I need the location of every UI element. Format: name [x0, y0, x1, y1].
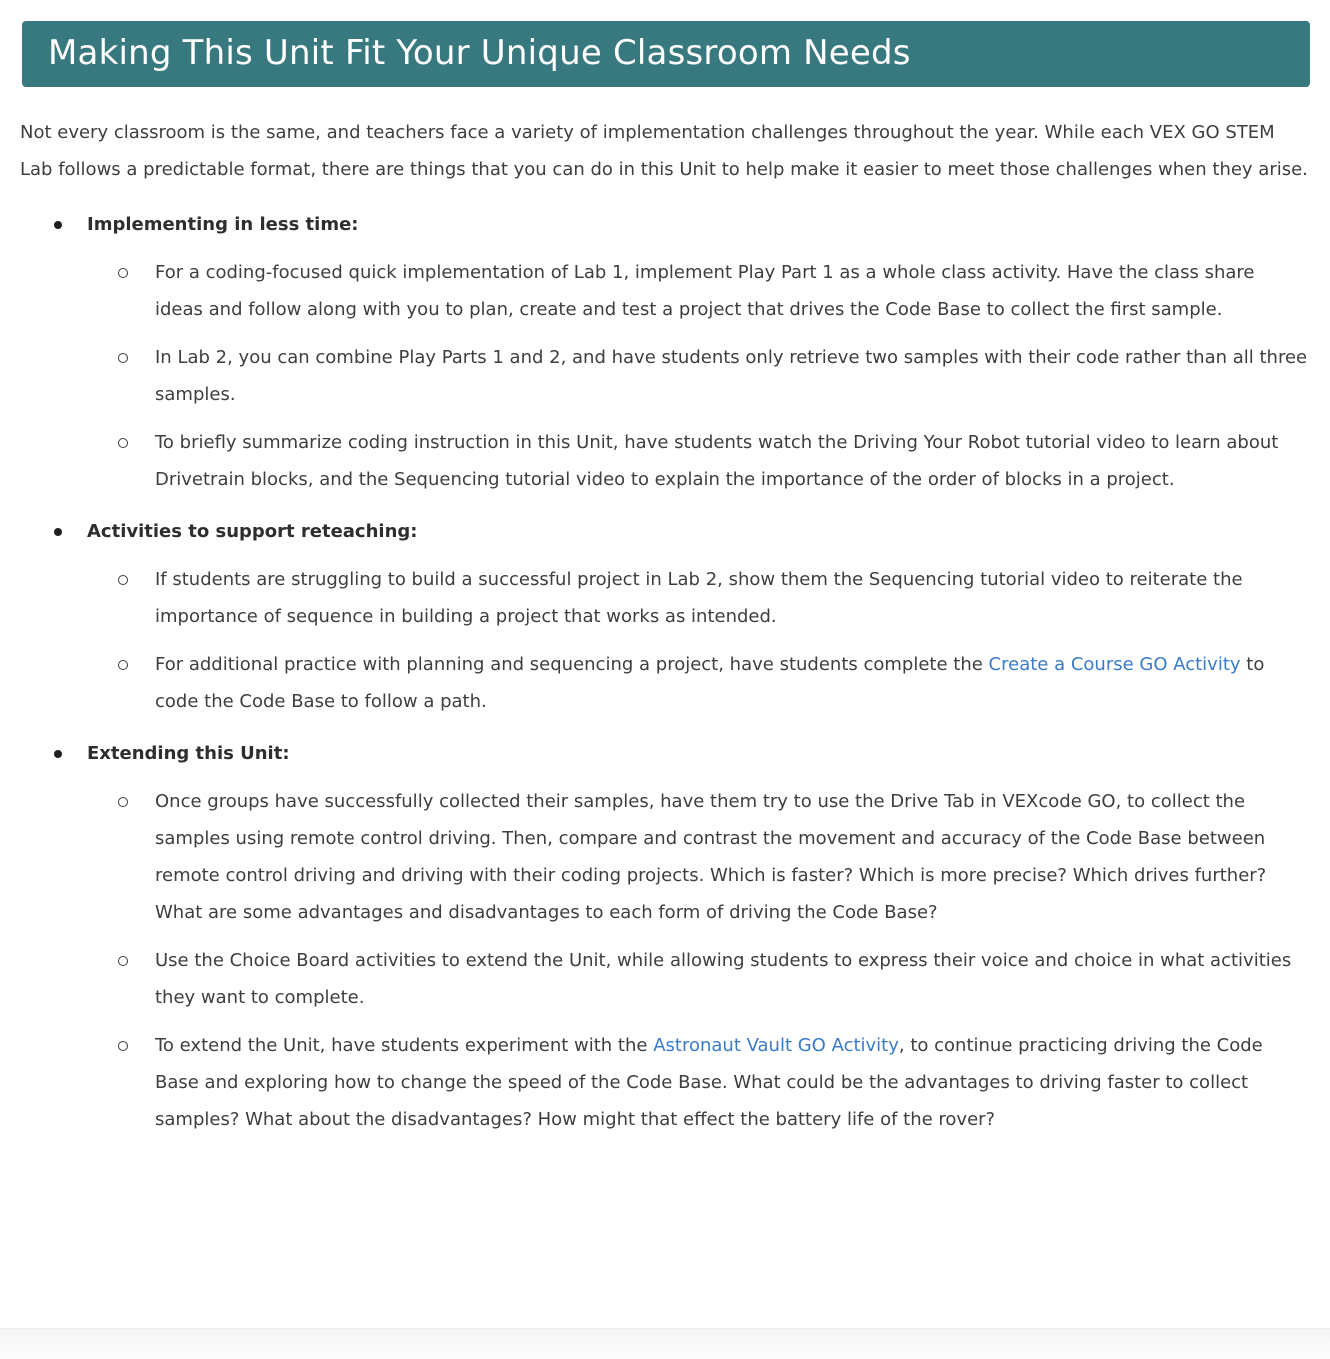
- section-header: Implementing in less time:: [87, 214, 359, 235]
- text-segment: Use the Choice Board activities to extend the Unit, while allowing students to express their voice and choice in what activities they want to complete.: [155, 950, 1292, 1008]
- bullet-section: [20, 513, 1308, 720]
- page-title-banner: [22, 21, 1310, 87]
- sub-bullet-icon: [118, 1041, 128, 1051]
- sections: [20, 206, 1308, 1138]
- sub-bullet-icon: [118, 268, 128, 278]
- text-segment: Once groups have successfully collected their samples, have them try to use the Drive Tab in VEXcode GO, to collect the samples using remote control driving. Then, compare and contrast the movement and accuracy of the Code Base between remote control driving and driving with their coding projects. Which is faster? Which is more precise? Which drives further? What are some advantages and disadvantages to each form of driving the Code Base?: [155, 791, 1267, 923]
- article-body: [20, 114, 1308, 1138]
- section-header: Activities to support reteaching:: [87, 521, 418, 542]
- bullet-icon: [54, 221, 62, 229]
- text-segment: If students are struggling to build a successful project in Lab 2, show them the Sequencing tutorial video to reiterate the importance of sequence in building a project that works as intended.: [155, 569, 1243, 627]
- text-segment: To briefly summarize coding instruction in this Unit, have students watch the Driving Your Robot tutorial video to learn about Drivetrain blocks, and the Sequencing tutorial video to explain the importance of the order of blocks in a project.: [155, 432, 1279, 490]
- bullet-section: [20, 206, 1308, 498]
- sub-bullet-item: [87, 942, 1308, 1016]
- intro-paragraph: Not every classroom is the same, and teachers face a variety of implementation challenges throughout the year. While each VEX GO STEM Lab follows a predictable format, there are things that you can do in this Unit to help make it easier to meet those challenges when they arise.: [20, 122, 1308, 180]
- list-item-text: [155, 347, 1307, 405]
- section-header: Extending this Unit:: [87, 743, 290, 764]
- text-segment: For additional practice with planning and sequencing a project, have students complete the: [155, 654, 989, 675]
- list-item-text: [155, 791, 1266, 923]
- page-bottom-divider: [0, 1328, 1330, 1359]
- sub-bullet-icon: [118, 797, 128, 807]
- sub-bullet-item: [87, 646, 1308, 720]
- sub-bullet-icon: [118, 353, 128, 363]
- sub-bullet-item: [87, 339, 1308, 413]
- sub-bullet-item: [87, 424, 1308, 498]
- text-segment: to code the Code Base to follow a path.: [155, 654, 1265, 712]
- activity-link[interactable]: Create a Course GO Activity: [988, 654, 1241, 675]
- activity-link[interactable]: Astronaut Vault GO Activity: [653, 1035, 899, 1056]
- list-item-text: [155, 432, 1278, 490]
- list-item-text: [155, 950, 1291, 1008]
- sub-bullet-icon: [118, 575, 128, 585]
- sub-bullet-item: [87, 561, 1308, 635]
- list-item-text: [155, 1035, 1263, 1130]
- sub-bullet-icon: [118, 660, 128, 670]
- sub-bullet-icon: [118, 438, 128, 448]
- bullet-section: [20, 735, 1308, 1138]
- text-segment: To extend the Unit, have students experiment with the: [155, 1035, 654, 1056]
- sub-bullet-item: [87, 1027, 1308, 1138]
- page-title: Making This Unit Fit Your Unique Classroom Needs: [48, 33, 911, 73]
- list-item-text: [155, 654, 1264, 712]
- bullet-icon: [54, 528, 62, 536]
- sub-bullet-item: [87, 254, 1308, 328]
- sub-bullet-icon: [118, 956, 128, 966]
- sub-bullet-item: [87, 783, 1308, 931]
- text-segment: In Lab 2, you can combine Play Parts 1 and 2, and have students only retrieve two samples with their code rather than all three samples.: [155, 347, 1308, 405]
- text-segment: , to continue practicing driving the Code Base and exploring how to change the speed of the Code Base. What could be the advantages to driving faster to collect samples? What about the disadvantages? How might that effect the battery life of the rover?: [155, 1035, 1263, 1130]
- list-item-text: [155, 569, 1243, 627]
- list-item-text: [155, 262, 1254, 320]
- text-segment: For a coding-focused quick implementation of Lab 1, implement Play Part 1 as a whole class activity. Have the class share ideas and follow along with you to plan, create and test a project that drives the Code Base to collect the first sample.: [155, 262, 1255, 320]
- bullet-icon: [54, 750, 62, 758]
